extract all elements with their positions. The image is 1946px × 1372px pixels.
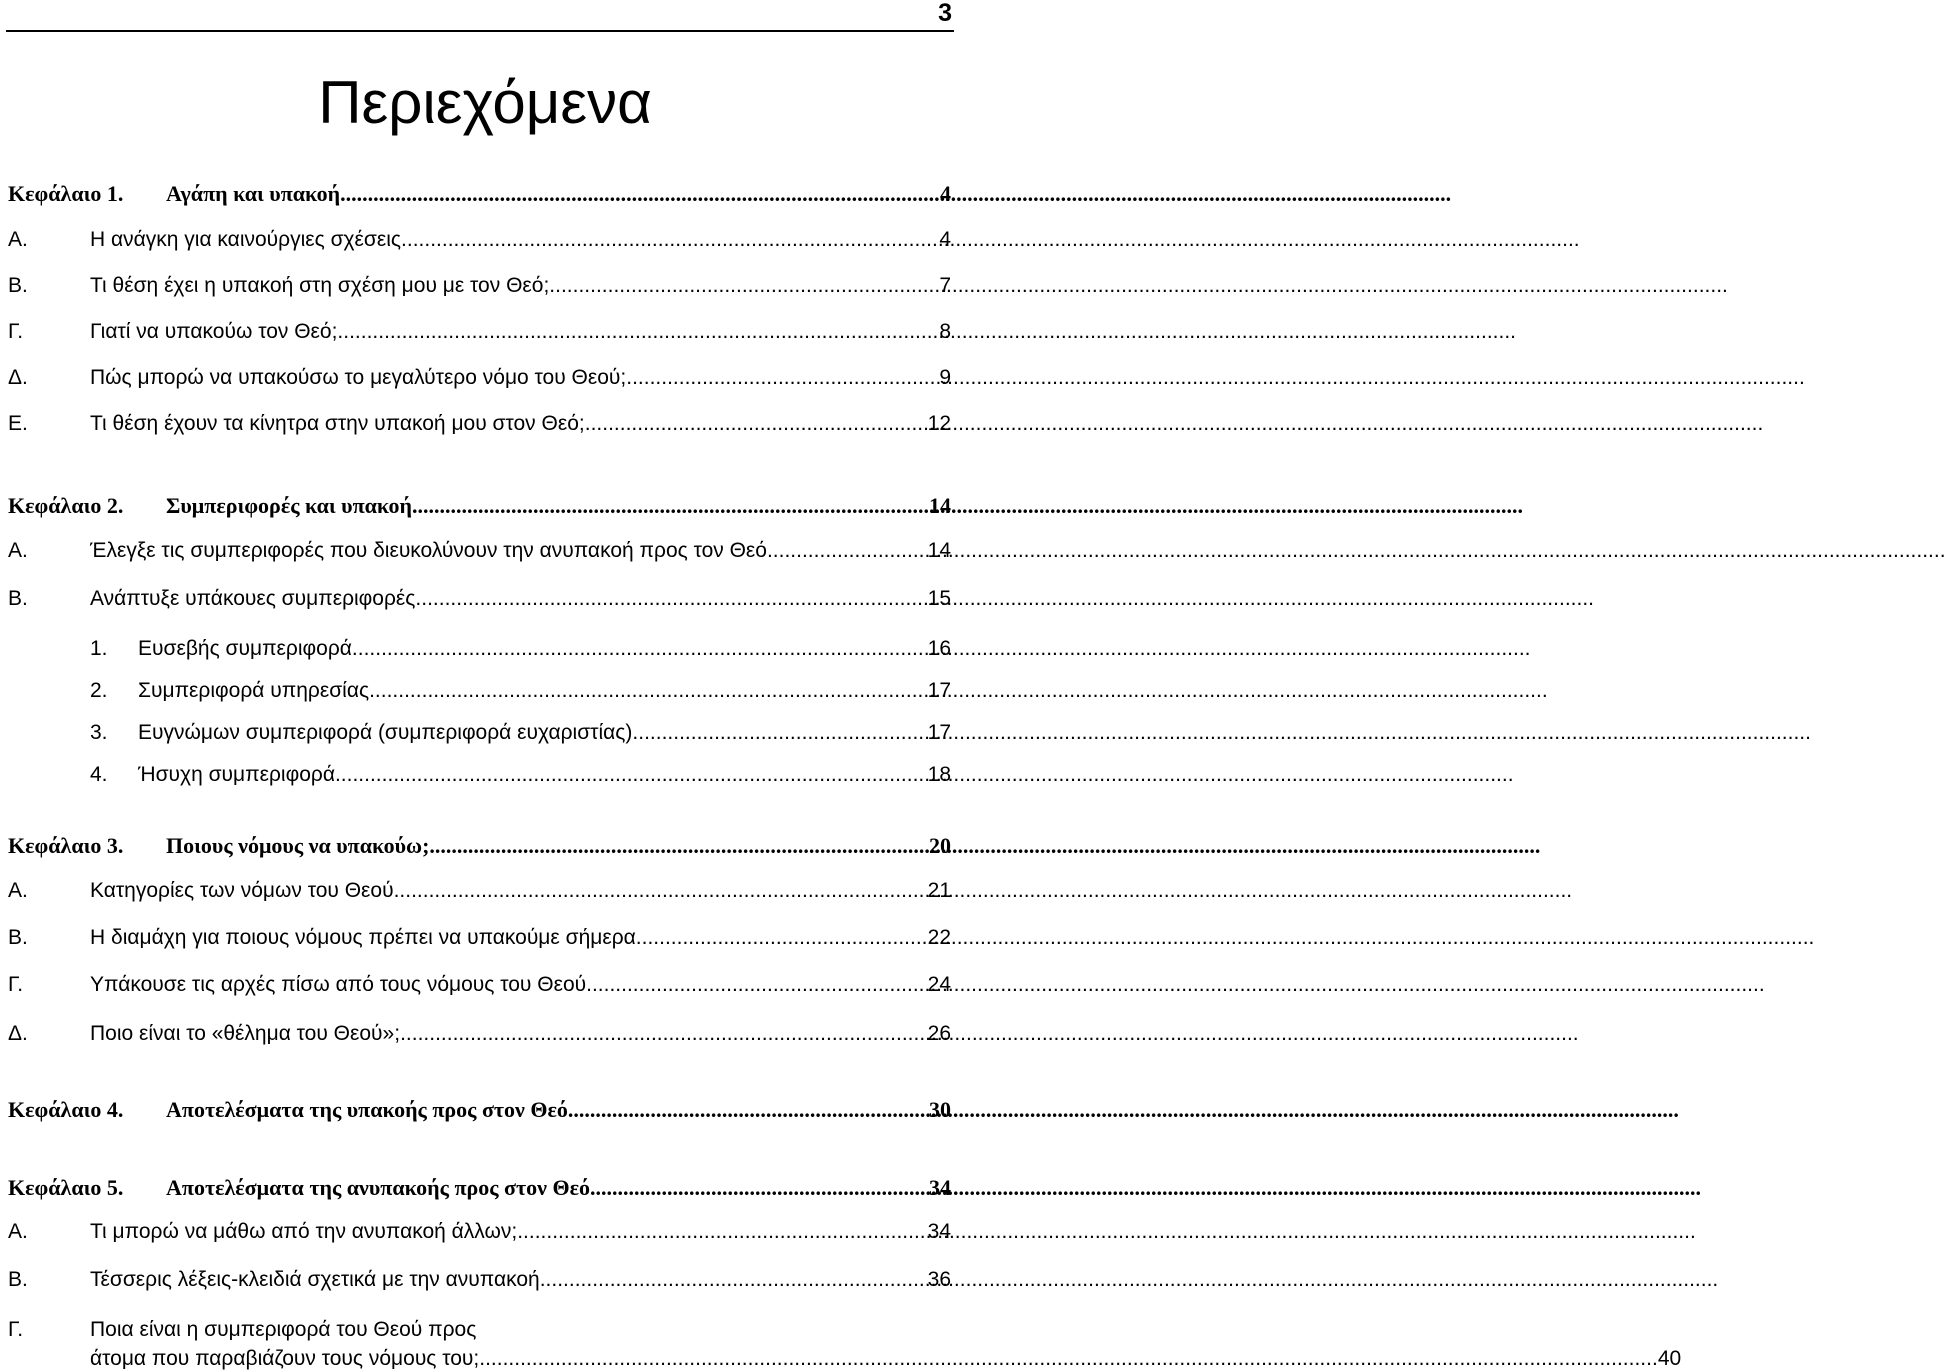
toc-subentry[interactable] xyxy=(8,678,951,704)
toc-text: Ποιο είναι το «θέλημα του Θεού»; xyxy=(90,1022,401,1045)
toc-text: Ευγνώμων συμπεριφορά (συμπεριφορά ευχαριστίας) xyxy=(138,721,633,744)
toc-entry[interactable] xyxy=(8,972,951,998)
toc-page: 14 xyxy=(927,539,951,562)
toc-text: Αποτελέσματα της υπακοής προς στον Θεό xyxy=(166,1097,568,1122)
toc-label: Β. xyxy=(8,587,28,610)
toc-entry-body xyxy=(90,1317,1681,1372)
toc-entry[interactable] xyxy=(8,411,951,437)
toc-label: Α. xyxy=(8,228,28,251)
toc-entry[interactable] xyxy=(8,319,951,345)
toc-entry[interactable] xyxy=(8,538,951,564)
toc-text: Τι μπορώ να μάθω από την ανυπακοή άλλων; xyxy=(90,1220,518,1243)
toc-entry[interactable] xyxy=(8,1317,1682,1372)
toc-leader-dots xyxy=(585,411,928,437)
toc-text: Πώς μπορώ να υπακούσω το μεγαλύτερο νόμο του Θεού; xyxy=(90,366,627,389)
toc-leader-dots xyxy=(590,1175,929,1201)
toc-label: 1. xyxy=(90,637,108,660)
toc-page: 34 xyxy=(929,1175,951,1200)
toc-text: Γιατί να υπακούω τον Θεό; xyxy=(90,320,338,343)
toc-page: 22 xyxy=(927,926,951,949)
toc-chapter[interactable] xyxy=(8,181,951,207)
toc-leader-dots xyxy=(586,972,928,998)
toc-subentry[interactable] xyxy=(8,762,951,788)
toc-subentry[interactable] xyxy=(8,720,951,746)
toc-leader-dots xyxy=(394,878,928,904)
toc-text: Η διαμάχη για ποιους νόμους πρέπει να υπακούμε σήμερα xyxy=(90,926,636,949)
toc-page: 17 xyxy=(927,679,951,702)
toc-label: Κεφάλαιο 4. xyxy=(8,1097,124,1122)
toc-entry[interactable] xyxy=(8,586,951,612)
toc-entry[interactable] xyxy=(8,925,951,951)
toc-text: Αποτελέσματα της ανυπακοής προς στον Θεό xyxy=(166,1175,591,1200)
toc-page: 18 xyxy=(927,763,951,786)
toc-label: Κεφάλαιο 3. xyxy=(8,833,124,858)
toc-entry[interactable] xyxy=(8,227,951,253)
toc-label: 3. xyxy=(90,721,108,744)
toc-text: Συμπεριφορά υπηρεσίας xyxy=(138,679,370,702)
toc-text: Ήσυχη συμπεριφορά xyxy=(138,763,335,786)
toc-text: Τι θέση έχουν τα κίνητρα στην υπακοή μου στον Θεό; xyxy=(90,412,585,435)
toc-leader-dots xyxy=(337,319,939,345)
toc-label: Γ. xyxy=(8,1318,24,1341)
toc-label: Γ. xyxy=(8,320,24,343)
toc-label: Κεφάλαιο 5. xyxy=(8,1175,124,1200)
toc-text: Τέσσερις λέξεις-κλειδιά σχετικά με την ανυπακοή xyxy=(90,1268,540,1291)
page-header xyxy=(6,0,954,32)
toc-leader-dots xyxy=(767,538,928,564)
toc-page: 4 xyxy=(940,181,951,206)
toc-page: 9 xyxy=(939,366,951,389)
toc-page: 24 xyxy=(927,973,951,996)
toc-label: Β. xyxy=(8,1268,28,1291)
toc-label: 2. xyxy=(90,679,108,702)
toc-leader-dots xyxy=(626,365,939,391)
toc-leader-dots xyxy=(540,1267,928,1293)
toc-text: Ευσεβής συμπεριφορά xyxy=(138,637,352,660)
toc-page: 34 xyxy=(927,1220,951,1243)
toc-leader-dots xyxy=(632,720,927,746)
toc-chapter[interactable] xyxy=(8,833,951,859)
toc-entry-continuation xyxy=(90,1346,1681,1372)
toc-entry[interactable] xyxy=(8,1021,951,1047)
toc-page: 36 xyxy=(927,1268,951,1291)
toc-page: 7 xyxy=(939,274,951,297)
toc-chapter[interactable] xyxy=(8,1097,951,1123)
toc-page: 26 xyxy=(927,1022,951,1045)
toc-text: Έλεγξε τις συμπεριφορές που διευκολύνουν την ανυπακοή προς τον Θεό xyxy=(90,539,767,562)
toc-page: 30 xyxy=(929,1097,951,1122)
toc-page: 4 xyxy=(939,228,951,251)
toc-leader-dots xyxy=(401,227,939,253)
toc-text: Συμπεριφορές και υπακοή xyxy=(166,493,413,518)
toc-leader-dots xyxy=(517,1219,927,1245)
toc-text: Κατηγορίες των νόμων του Θεού xyxy=(90,879,394,902)
toc-page: 17 xyxy=(927,721,951,744)
toc-label: Δ. xyxy=(8,1022,28,1045)
toc-text: Ποιους νόμους να υπακούω; xyxy=(166,833,430,858)
toc-page: 15 xyxy=(927,587,951,610)
toc-leader-dots xyxy=(352,636,928,662)
toc-leader-dots xyxy=(568,1097,929,1123)
toc-text: Τι θέση έχει η υπακοή στη σχέση μου με τον Θεό; xyxy=(90,274,550,297)
toc-label: Β. xyxy=(8,274,28,297)
toc-label: Κεφάλαιο 1. xyxy=(8,181,124,206)
toc-text: Υπάκουσε τις αρχές πίσω από τους νόμους του Θεού xyxy=(90,973,587,996)
toc-page: 21 xyxy=(927,879,951,902)
toc-leader-dots xyxy=(412,493,929,519)
toc-entry[interactable] xyxy=(8,273,951,299)
toc-page: 14 xyxy=(929,493,951,518)
toc-label: Γ. xyxy=(8,973,24,996)
toc-label: Ε. xyxy=(8,412,28,435)
toc-text: Αγάπη και υπακοή xyxy=(166,181,341,206)
toc-label: Δ. xyxy=(8,366,28,389)
toc-chapter[interactable] xyxy=(8,1175,951,1201)
toc-label: 4. xyxy=(90,763,108,786)
toc-page: 8 xyxy=(939,320,951,343)
toc-page: 20 xyxy=(929,833,951,858)
toc-page: 40 xyxy=(1657,1347,1682,1370)
toc-label: Β. xyxy=(8,926,28,949)
toc-text-continued: άτομα που παραβιάζουν τους νόμους του; xyxy=(90,1347,480,1370)
toc-entry[interactable] xyxy=(8,878,951,904)
toc-label: Κεφάλαιο 2. xyxy=(8,493,124,518)
toc-leader-dots xyxy=(549,273,939,299)
toc-leader-dots xyxy=(415,586,927,612)
toc-page: 12 xyxy=(927,412,951,435)
toc-subentry[interactable] xyxy=(8,636,951,662)
toc-leader-dots xyxy=(400,1021,928,1047)
toc-leader-dots xyxy=(369,678,928,704)
toc-leader-dots xyxy=(340,181,940,207)
toc-label: Α. xyxy=(8,1220,28,1243)
toc-label: Α. xyxy=(8,539,28,562)
toc-leader-dots xyxy=(479,1346,1658,1372)
page-title: Περιεχόμενα xyxy=(318,69,652,136)
toc-label: Α. xyxy=(8,879,28,902)
toc-entry[interactable] xyxy=(8,365,951,391)
toc-text: Ποια είναι η συμπεριφορά του Θεού προς xyxy=(90,1318,477,1341)
page-number: 3 xyxy=(938,0,952,27)
toc-entry[interactable] xyxy=(8,1267,951,1293)
toc-leader-dots xyxy=(335,762,928,788)
toc-leader-dots xyxy=(636,925,928,951)
toc-text: Ανάπτυξε υπάκουες συμπεριφορές xyxy=(90,587,416,610)
toc-chapter[interactable] xyxy=(8,493,951,519)
toc-text: Η ανάγκη για καινούργιες σχέσεις xyxy=(90,228,402,251)
toc-page: 16 xyxy=(927,637,951,660)
toc-leader-dots xyxy=(429,833,929,859)
toc-entry[interactable] xyxy=(8,1219,951,1245)
